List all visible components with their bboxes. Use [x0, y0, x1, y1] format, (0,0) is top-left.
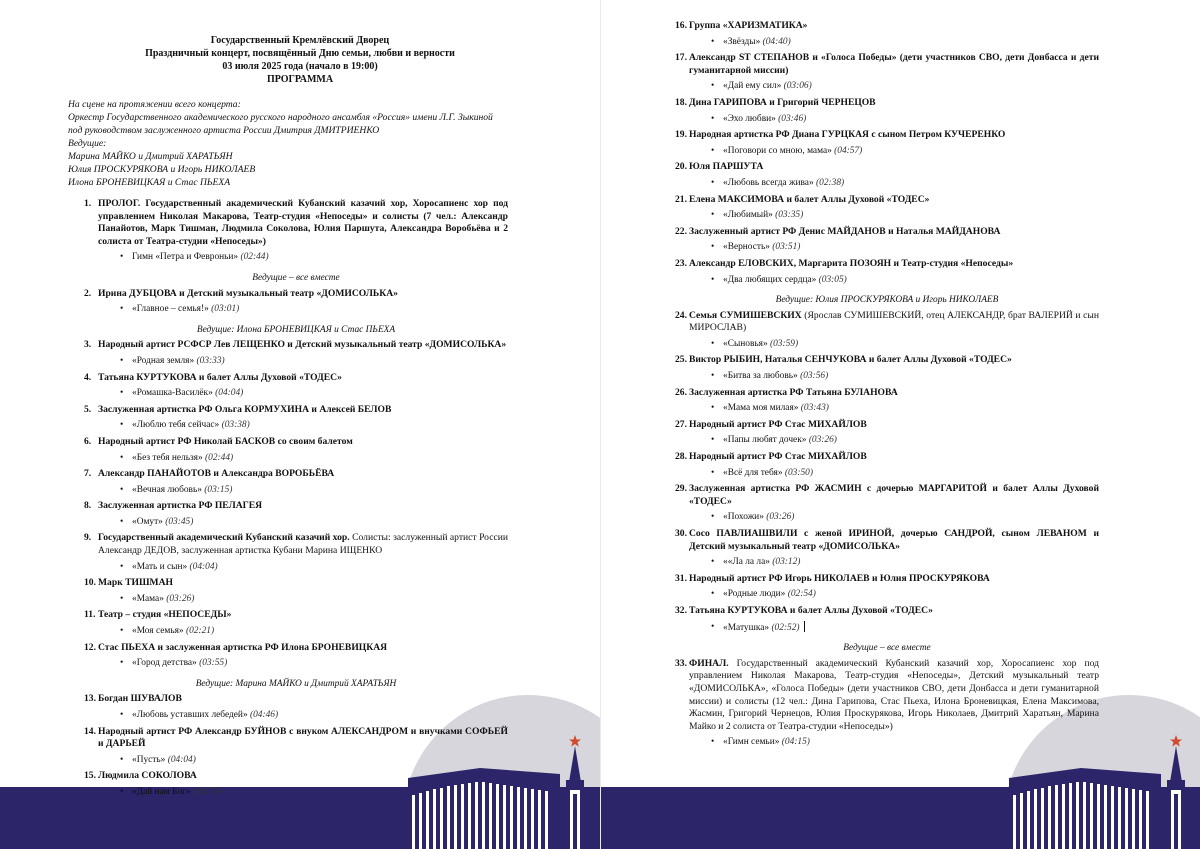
- item-number: 13.: [84, 693, 96, 705]
- item-performers: Народный артист РФ Стас МИХАЙЛОВ: [689, 418, 867, 430]
- item-performers: Заслуженная артистка РФ Ольга КОРМУХИНА и Алексей БЕЛОВ: [98, 403, 392, 415]
- program-item: [84, 500, 508, 513]
- item-number: 17.: [675, 52, 687, 64]
- song-line: [675, 209, 1099, 222]
- bullet-icon: •: [711, 403, 715, 414]
- song-line: [84, 251, 508, 264]
- item-number: 31.: [675, 572, 687, 584]
- item-performers: Заслуженная артистка РФ ЖАСМИН с дочерью МАРГАРИТОЙ и балет Аллы Духовой «ТОДЕС»: [689, 483, 1099, 507]
- song-duration: (03:35): [775, 210, 804, 221]
- song-line: [84, 593, 508, 606]
- intro-line: На сцене на протяжении всего концерта:: [68, 99, 241, 110]
- bullet-icon: •: [711, 621, 715, 632]
- program-item: [84, 288, 508, 301]
- program-item: [675, 573, 1099, 586]
- song-line: [675, 241, 1099, 254]
- bullet-icon: •: [711, 512, 715, 523]
- bullet-icon: •: [711, 589, 715, 600]
- song-title: «Матушка»: [723, 622, 770, 633]
- bullet-icon: •: [711, 737, 715, 748]
- item-number: 20.: [675, 161, 687, 173]
- song-duration: (03:12): [772, 557, 801, 568]
- song-duration: (03:43): [800, 403, 829, 414]
- item-performers: Театр – студия «НЕПОСЕДЫ»: [98, 609, 232, 621]
- song-duration: (04:04): [189, 561, 218, 572]
- item-performers: Марк ТИШМАН: [98, 577, 173, 589]
- item-number: 32.: [675, 604, 687, 616]
- item-performers-detail: Солисты: заслуженный артист России Александр ДЕДОВ, заслуженная артистка Кубани Марина ИЩЕНКО: [98, 532, 508, 557]
- item-number: 29.: [675, 483, 687, 495]
- program-item: [84, 468, 508, 481]
- song-line: [84, 516, 508, 529]
- song-duration: (03:59): [770, 338, 799, 349]
- song-title: «Эхо любви»: [723, 113, 776, 124]
- bullet-icon: •: [120, 710, 124, 720]
- navy-band: [601, 787, 1200, 849]
- item-number: 6.: [84, 435, 92, 447]
- bullet-icon: •: [120, 516, 124, 527]
- item-performers: Группа «ХАРИЗМАТИКА»: [689, 20, 808, 31]
- song-duration: (03:06): [783, 81, 812, 92]
- program-item: [84, 339, 508, 352]
- song-line: [84, 387, 508, 400]
- song-title: «Поговори со мною, мама»: [723, 145, 832, 156]
- song-duration: (02:21): [185, 626, 215, 637]
- song-line: [675, 177, 1099, 190]
- program-item: [84, 770, 508, 783]
- program-item: [675, 451, 1099, 464]
- item-performers: Юля ПАРШУТА: [689, 161, 764, 173]
- intro-hosts-1: Марина МАЙКО и Дмитрий ХАРАТЬЯН: [68, 151, 233, 162]
- song-duration: (03:33): [196, 355, 225, 366]
- song-duration: (03:26): [166, 593, 195, 604]
- item-number: 2.: [84, 287, 92, 299]
- song-line: [675, 402, 1099, 415]
- item-performers: Народный артист РФ Николай БАСКОВ со своим балетом: [98, 435, 353, 447]
- intro-orchestra: Оркестр Государственного академического русского народного ансамбля «Россия» имени Л.Г. Зыкиной под руководством заслуженного артиста России Дмитрия ДМИТРИЕНКО: [68, 112, 493, 136]
- bullet-icon: •: [711, 145, 715, 156]
- song-duration: (03:01): [211, 304, 240, 315]
- item-number: 25.: [675, 354, 687, 366]
- item-performers: Татьяна КУРТУКОВА и балет Аллы Духовой «ТОДЕС»: [689, 604, 933, 616]
- song-title: «Мама»: [132, 593, 164, 604]
- bullet-icon: •: [120, 754, 124, 765]
- program-item: [675, 419, 1099, 432]
- song-duration: (02:52): [771, 622, 800, 633]
- bullet-icon: •: [711, 210, 715, 221]
- song-line: [84, 561, 508, 574]
- program-item: [84, 532, 508, 557]
- program-page-right: [600, 0, 1200, 849]
- bullet-icon: •: [120, 626, 124, 637]
- item-performers: Сосо ПАВЛИАШВИЛИ с женой ИРИНОЙ, дочерью САНДРОЙ, сыном ЛЕВАНОМ и Детский музыкальный театр «ДОМИСОЛЬКА»: [689, 528, 1099, 552]
- program-item: [675, 226, 1099, 239]
- song-title: «Люблю тебя сейчас»: [132, 420, 220, 431]
- song-title: «Дай нам Бог»: [132, 786, 191, 797]
- song-title: ««Ла ла ла»: [723, 557, 770, 568]
- program-item: [675, 194, 1099, 207]
- item-number: 5.: [84, 403, 92, 415]
- item-number: 26.: [675, 386, 687, 398]
- song-title: «Папы любят дочек»: [723, 435, 807, 446]
- song-duration: (03:26): [766, 512, 795, 523]
- song-title: «Ромашка-Василёк»: [132, 388, 213, 399]
- song-duration: (03:50): [784, 467, 813, 478]
- song-duration: (02:44): [240, 252, 269, 263]
- song-line: [84, 303, 508, 316]
- bullet-icon: •: [711, 177, 715, 188]
- song-line: [675, 467, 1099, 480]
- item-number: 23.: [675, 257, 687, 269]
- song-title: «Мама моя милая»: [723, 403, 799, 414]
- song-line: [675, 113, 1099, 126]
- song-title: «Верность»: [723, 242, 770, 253]
- song-duration: (02:54): [787, 589, 816, 600]
- intro-hosts-3: Илона БРОНЕВИЦКАЯ и Стас ПЬЕХА: [68, 177, 231, 188]
- song-title: «Любовь всегда жива»: [723, 177, 814, 188]
- program-item: [84, 404, 508, 417]
- song-title: «Битва за любовь»: [723, 371, 798, 382]
- item-number: 24.: [675, 309, 687, 321]
- program-item: [675, 483, 1099, 508]
- song-duration: (03:15): [204, 484, 233, 495]
- program-item: [84, 436, 508, 449]
- bullet-icon: •: [711, 242, 715, 253]
- song-title: «Звёзды»: [723, 36, 761, 47]
- item-number: 28.: [675, 451, 687, 463]
- program-item: [675, 161, 1099, 174]
- song-title: «Вечная любовь»: [132, 484, 202, 495]
- song-line: [675, 621, 1099, 635]
- song-line: [675, 80, 1099, 93]
- item-performers: Заслуженный артист РФ Денис МАЙДАНОВ и Наталья МАЙДАНОВА: [689, 225, 1001, 237]
- song-title: «Главное – семья!»: [132, 304, 209, 315]
- item-performers: Стас ПЬЕХА и заслуженная артистка РФ Илона БРОНЕВИЦКАЯ: [98, 641, 388, 653]
- song-duration: (03:51): [772, 242, 801, 253]
- header-venue: Государственный Кремлёвский Дворец: [210, 35, 390, 46]
- header-program: ПРОГРАММА: [266, 74, 334, 85]
- song-duration: (03:05): [818, 274, 847, 285]
- song-duration: (02:44): [205, 452, 234, 463]
- bullet-icon: •: [120, 304, 124, 315]
- item-performers: Государственный академический Кубанский казачий хор.: [98, 532, 350, 544]
- bullet-icon: •: [711, 81, 715, 92]
- song-line: [675, 511, 1099, 524]
- program-item: [84, 726, 508, 751]
- program-item: [84, 693, 508, 706]
- song-line: [84, 657, 508, 670]
- item-number: 9.: [84, 532, 92, 544]
- item-number: 11.: [84, 609, 96, 621]
- item-performers-detail: (Ярослав СУМИШЕВСКИЙ, отец АЛЕКСАНДР, брат ВАЛЕРИЙ и сын МИРОСЛАВ): [689, 309, 1099, 334]
- song-title: «Всё для тебя»: [723, 467, 783, 478]
- program-item: [84, 609, 508, 622]
- program-header: [90, 34, 510, 86]
- song-title: «Мать и сын»: [132, 561, 188, 572]
- item-performers: ФИНАЛ.: [689, 657, 729, 669]
- song-line: [675, 338, 1099, 351]
- item-number: 27.: [675, 418, 687, 430]
- item-performers: Народный артист РФ Стас МИХАЙЛОВ: [689, 451, 867, 463]
- program-item: [675, 354, 1099, 367]
- item-number: 22.: [675, 225, 687, 237]
- song-line: [84, 754, 508, 767]
- program-item: [675, 528, 1099, 553]
- song-duration: (04:40): [762, 36, 791, 47]
- song-line: [675, 36, 1099, 49]
- program-item: [84, 642, 508, 655]
- item-performers: Народный артист РСФСР Лев ЛЕЩЕНКО и Детский музыкальный театр «ДОМИСОЛЬКА»: [98, 339, 507, 351]
- song-title: «Родная земля»: [132, 355, 195, 366]
- item-performers: Семья СУМИШЕВСКИХ: [689, 309, 802, 321]
- song-title: «Пусть»: [132, 754, 166, 765]
- song-title: «Дай ему сил»: [723, 81, 782, 92]
- program-item: [675, 20, 1099, 33]
- program-item: [675, 658, 1099, 734]
- item-performers-detail: Государственный академический Кубанский казачий хор, Хоросапиенс хор под управлением Николая Макарова, Театр-студия «Непоседы», Детский музыкальный театр «ДОМИСОЛЬКА», «Голоса Победы» (дети участников СВО, дети Донбасса и дети гуманитарной миссии) и солисты (12 чел.: Дина Гарипова, Стас Пьеха, Илона Броневицкая, Елена Максимова, Жасмин, Григорий Чернецов, Юлия Проскурякова, Игорь Николаев, Дмитрий Харатьян, Марина Майко и 2 солиста от Театра-студии «Непоседы»): [689, 657, 1099, 732]
- item-number: 16.: [675, 20, 687, 31]
- song-line: [84, 625, 508, 638]
- item-performers: Ирина ДУБЦОВА и Детский музыкальный театр «ДОМИСОЛЬКА»: [98, 287, 398, 299]
- bullet-icon: •: [120, 561, 124, 572]
- item-number: 30.: [675, 528, 687, 539]
- song-line: [84, 452, 508, 465]
- song-duration: (04:57): [834, 145, 863, 156]
- song-duration: (03:26): [808, 435, 837, 446]
- bullet-icon: •: [711, 467, 715, 478]
- song-duration: (03:56): [800, 371, 829, 382]
- bullet-icon: •: [711, 338, 715, 349]
- song-line: [675, 736, 1099, 749]
- song-line: [84, 484, 508, 497]
- item-number: 33.: [675, 657, 687, 669]
- intro-hosts-2: Юлия ПРОСКУРЯКОВА и Игорь НИКОЛАЕВ: [68, 164, 256, 175]
- item-performers: Александр ST СТЕПАНОВ и «Голоса Победы» (дети участников СВО, дети Донбасса и дети гуманитарной миссии): [689, 52, 1099, 76]
- song-duration: (03:45): [165, 516, 194, 527]
- item-performers: Богдан ШУВАЛОВ: [98, 693, 182, 705]
- item-performers: Народный артист РФ Александр БУЙНОВ с внуком АЛЕКСАНДРОМ и внучками СОФЬЕЙ и ДАРЬЕЙ: [98, 725, 508, 750]
- song-title: «Похожи»: [723, 512, 764, 523]
- intro-hosts-label: Ведущие:: [68, 138, 107, 149]
- header-event: Праздничный концерт, посвящённый Дню семьи, любви и верности: [145, 48, 455, 59]
- bullet-icon: •: [711, 36, 715, 47]
- bullet-icon: •: [711, 435, 715, 446]
- program-item: [84, 372, 508, 385]
- bullet-icon: •: [120, 786, 124, 797]
- item-number: 4.: [84, 371, 92, 383]
- bullet-icon: •: [711, 274, 715, 285]
- item-performers: Дина ГАРИПОВА и Григорий ЧЕРНЕЦОВ: [689, 96, 876, 108]
- program-list-left: [84, 198, 508, 803]
- song-title: Гимн «Петра и Февроньи»: [132, 252, 239, 263]
- hosts-heading: Ведущие: Илона БРОНЕВИЦКАЯ и Стас ПЬЕХА: [196, 324, 396, 335]
- text-cursor: [804, 621, 805, 632]
- song-duration: (03:53): [193, 786, 222, 797]
- song-duration: (04:15): [781, 737, 810, 748]
- program-list-right: [675, 20, 1099, 753]
- song-line: [84, 355, 508, 368]
- item-number: 21.: [675, 193, 687, 205]
- song-duration: (04:04): [215, 388, 244, 399]
- song-title: «Моя семья»: [132, 626, 184, 637]
- song-title: «Любимый»: [723, 210, 773, 221]
- song-line: [675, 145, 1099, 158]
- item-number: 19.: [675, 129, 687, 141]
- song-title: «Без тебя нельзя»: [132, 452, 203, 463]
- bullet-icon: •: [120, 484, 124, 495]
- bullet-icon: •: [120, 420, 124, 431]
- bullet-icon: •: [711, 113, 715, 124]
- item-performers: Виктор РЫБИН, Наталья СЕНЧУКОВА и балет Аллы Духовой «ТОДЕС»: [689, 354, 1012, 366]
- item-performers: Татьяна КУРТУКОВА и балет Аллы Духовой «ТОДЕС»: [98, 371, 342, 383]
- hosts-heading: Ведущие – все вместе: [252, 272, 340, 283]
- hosts-heading: Ведущие: Марина МАЙКО и Дмитрий ХАРАТЬЯН: [195, 678, 397, 689]
- bullet-icon: •: [120, 452, 124, 463]
- song-title: «Город детства»: [132, 658, 197, 669]
- hosts-heading: Ведущие: Юлия ПРОСКУРЯКОВА и Игорь НИКОЛАЕВ: [775, 295, 999, 306]
- bullet-icon: •: [120, 388, 124, 399]
- item-number: 14.: [84, 725, 96, 737]
- song-duration: (03:55): [199, 658, 228, 669]
- song-line: [675, 588, 1099, 601]
- song-duration: (04:46): [249, 710, 279, 720]
- item-performers: Заслуженная артистка РФ ПЕЛАГЕЯ: [98, 500, 263, 512]
- item-performers: Александр ЕЛОВСКИХ, Маргарита ПОЗОЯН и Театр-студия «Непоседы»: [689, 257, 1014, 269]
- program-item: [84, 198, 508, 248]
- item-number: 1.: [84, 198, 92, 209]
- item-number: 3.: [84, 339, 92, 351]
- program-item: [675, 52, 1099, 77]
- item-performers: Заслуженная артистка РФ Татьяна БУЛАНОВА: [689, 386, 898, 398]
- program-item: [675, 97, 1099, 110]
- song-line: [84, 786, 508, 799]
- hosts-heading: Ведущие – все вместе: [843, 643, 931, 654]
- bullet-icon: •: [120, 355, 124, 366]
- item-performers: Народная артистка РФ Диана ГУРЦКАЯ с сыном Петром КУЧЕРЕНКО: [689, 129, 1006, 141]
- song-duration: (03:38): [221, 420, 250, 431]
- bullet-icon: •: [711, 557, 715, 568]
- bullet-icon: •: [711, 371, 715, 382]
- song-title: «Два любящих сердца»: [723, 274, 817, 285]
- song-line: [675, 274, 1099, 287]
- bullet-icon: •: [120, 593, 124, 604]
- program-item: [675, 258, 1099, 271]
- song-title: «Любовь уставших лебедей»: [132, 710, 248, 720]
- song-title: «Гимн семьи»: [723, 737, 780, 748]
- program-item: [675, 310, 1099, 335]
- item-number: 8.: [84, 500, 92, 512]
- bullet-icon: •: [120, 658, 124, 669]
- item-performers: Людмила СОКОЛОВА: [98, 770, 197, 782]
- intro-block: [68, 98, 508, 189]
- item-number: 15.: [84, 770, 96, 782]
- song-line: [84, 419, 508, 432]
- item-performers: Елена МАКСИМОВА и балет Аллы Духовой «ТОДЕС»: [689, 193, 930, 205]
- bullet-icon: •: [120, 252, 124, 263]
- song-line: [675, 556, 1099, 569]
- header-date: 03 июля 2025 года (начало в 19:00): [222, 61, 378, 72]
- song-line: [675, 370, 1099, 383]
- item-performers: Народный артист РФ Игорь НИКОЛАЕВ и Юлия ПРОСКУРЯКОВА: [689, 572, 990, 584]
- program-item: [84, 577, 508, 590]
- song-title: «Сыновья»: [723, 338, 768, 349]
- program-item: [675, 129, 1099, 142]
- item-number: 12.: [84, 641, 96, 653]
- item-number: 18.: [675, 96, 687, 108]
- item-performers: ПРОЛОГ. Государственный академический Кубанский казачий хор, Хоросапиенс хор под управлением Николая Макарова, Театр-студия «Непоседы» и солисты (7 чел.: Александр Панайотов, Марк Тишман, Людмила Соколова, Юлия Паршута, Александра Воробьёва и 2 солиста от Театра-студии «Непоседы»): [98, 198, 508, 247]
- item-number: 7.: [84, 468, 92, 480]
- song-title: «Родные люди»: [723, 589, 786, 600]
- program-item: [675, 605, 1099, 618]
- song-line: [675, 434, 1099, 447]
- song-duration: (02:38): [816, 177, 845, 188]
- song-line: [84, 709, 508, 722]
- program-item: [675, 387, 1099, 400]
- song-title: «Омут»: [132, 516, 163, 527]
- song-duration: (04:04): [167, 754, 196, 765]
- item-performers: Александр ПАНАЙОТОВ и Александра ВОРОБЬЁВА: [98, 468, 335, 480]
- item-number: 10.: [84, 577, 96, 589]
- song-duration: (03:46): [778, 113, 807, 124]
